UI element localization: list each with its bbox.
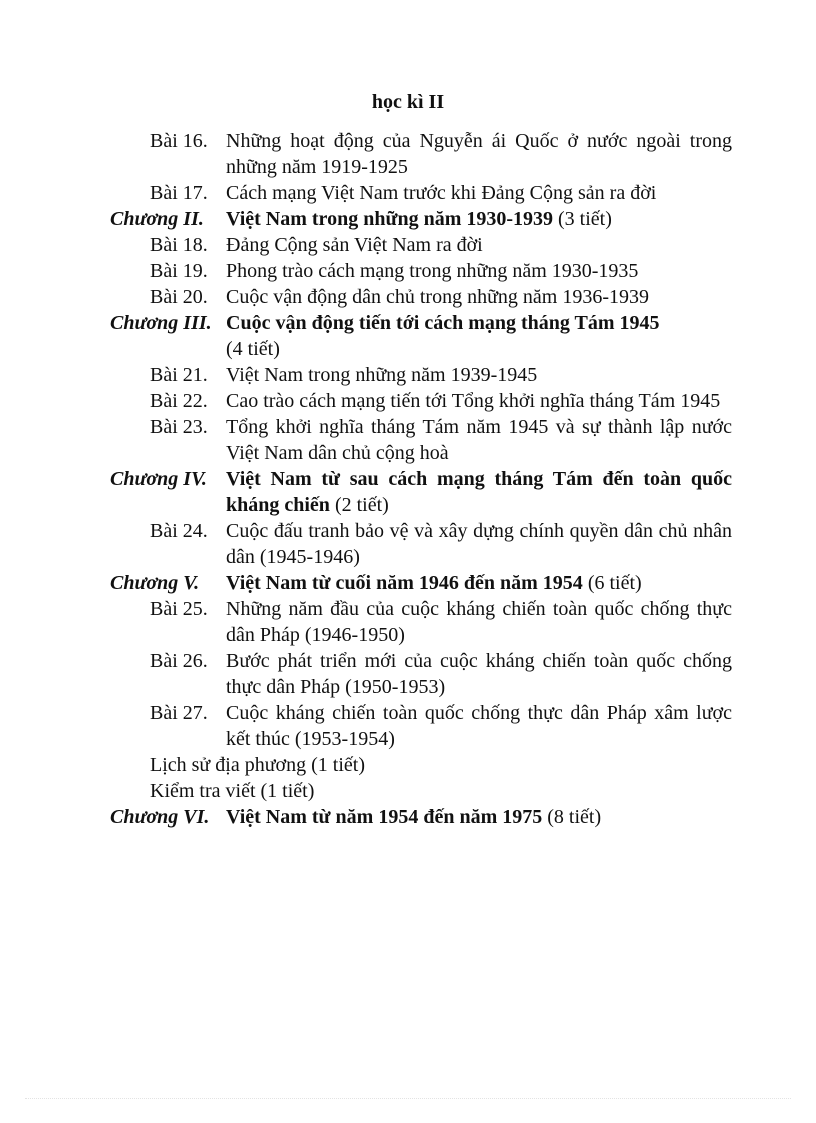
lesson-title: Cao trào cách mạng tiến tới Tổng khởi nghĩa tháng Tám 1945 [226,390,721,412]
lesson-number: Bài 21. [150,364,208,386]
chapter-label: Chương III. [110,312,212,334]
chapter-label: Chương VI. [110,806,210,828]
lesson-title: Những hoạt động của Nguyễn ái Quốc ở nước ngoài trong những năm 1919-1925 [226,130,732,178]
lesson-25 [110,596,732,648]
lesson-title: Những năm đầu của cuộc kháng chiến toàn quốc chống thực dân Pháp (1946-1950) [226,598,732,646]
chapter-period: (2 tiết) [334,494,389,516]
lesson-23 [110,414,732,466]
lesson-title: Cuộc vận động dân chủ trong những năm 1936-1939 [226,286,649,308]
lesson-number: Bài 24. [150,520,208,542]
lesson-20 [110,284,732,310]
lesson-number: Bài 26. [150,650,208,672]
chapter-title: Việt Nam từ cuối năm 1946 đến năm 1954 [226,572,583,594]
lesson-number: Bài 25. [150,598,208,620]
chapter-3 [110,310,732,362]
chapter-period: (4 tiết) [226,338,280,360]
chapter-period: (6 tiết) [587,572,642,594]
chapter-title: Cuộc vận động tiến tới cách mạng tháng Tám 1945 [226,312,660,334]
lesson-number: Bài 23. [150,416,208,438]
chapter-title: Việt Nam từ năm 1954 đến năm 1975 [226,806,543,828]
chapter-title: Việt Nam từ sau cách mạng tháng Tám đến toàn quốc kháng chiến [226,468,732,516]
lesson-title: Đảng Cộng sản Việt Nam ra đời [226,234,483,256]
lesson-17 [110,180,732,206]
lesson-26 [110,648,732,700]
page-title: học kì II [371,91,445,113]
lesson-number: Bài 18. [150,234,208,256]
chapter-4 [110,466,732,518]
chapter-period: (8 tiết) [547,806,602,828]
lesson-number: Bài 20. [150,286,208,308]
footer-divider [25,1098,791,1099]
lesson-22 [110,388,732,414]
lesson-27 [110,700,732,752]
local-history-item: Lịch sử địa phương (1 tiết) [150,754,365,776]
chapter-label: Chương IV. [110,468,207,490]
lesson-18 [110,232,732,258]
chapter-title: Việt Nam trong những năm 1930-1939 [226,208,554,230]
lesson-19 [110,258,732,284]
lesson-16 [110,128,732,180]
chapter-label: Chương II. [110,208,204,230]
chapter-2 [110,206,732,232]
chapter-6 [110,804,732,830]
lesson-title: Cuộc đấu tranh bảo vệ và xây dựng chính quyền dân chủ nhân dân (1945-1946) [226,520,732,568]
lesson-24 [110,518,732,570]
lesson-21 [110,362,732,388]
lesson-number: Bài 17. [150,182,208,204]
lesson-title: Cách mạng Việt Nam trước khi Đảng Cộng sản ra đời [226,182,657,204]
chapter-label: Chương V. [110,572,200,594]
lesson-title: Phong trào cách mạng trong những năm 1930-1935 [226,260,639,282]
lesson-number: Bài 27. [150,702,208,724]
chapter-period: (3 tiết) [558,208,612,230]
lesson-title: Cuộc kháng chiến toàn quốc chống thực dân Pháp xâm lược kết thúc (1953-1954) [226,702,732,750]
written-test-item: Kiểm tra viết (1 tiết) [150,780,315,802]
lesson-title: Việt Nam trong những năm 1939-1945 [226,364,538,386]
lesson-number: Bài 16. [150,130,208,152]
lesson-number: Bài 22. [150,390,208,412]
syllabus-list [110,128,732,830]
chapter-5 [110,570,732,596]
lesson-title: Tổng khởi nghĩa tháng Tám năm 1945 và sự thành lập nước Việt Nam dân chủ cộng hoà [226,416,732,464]
lesson-title: Bước phát triển mới của cuộc kháng chiến toàn quốc chống thực dân Pháp (1950-1953) [226,650,732,698]
lesson-number: Bài 19. [150,260,208,282]
